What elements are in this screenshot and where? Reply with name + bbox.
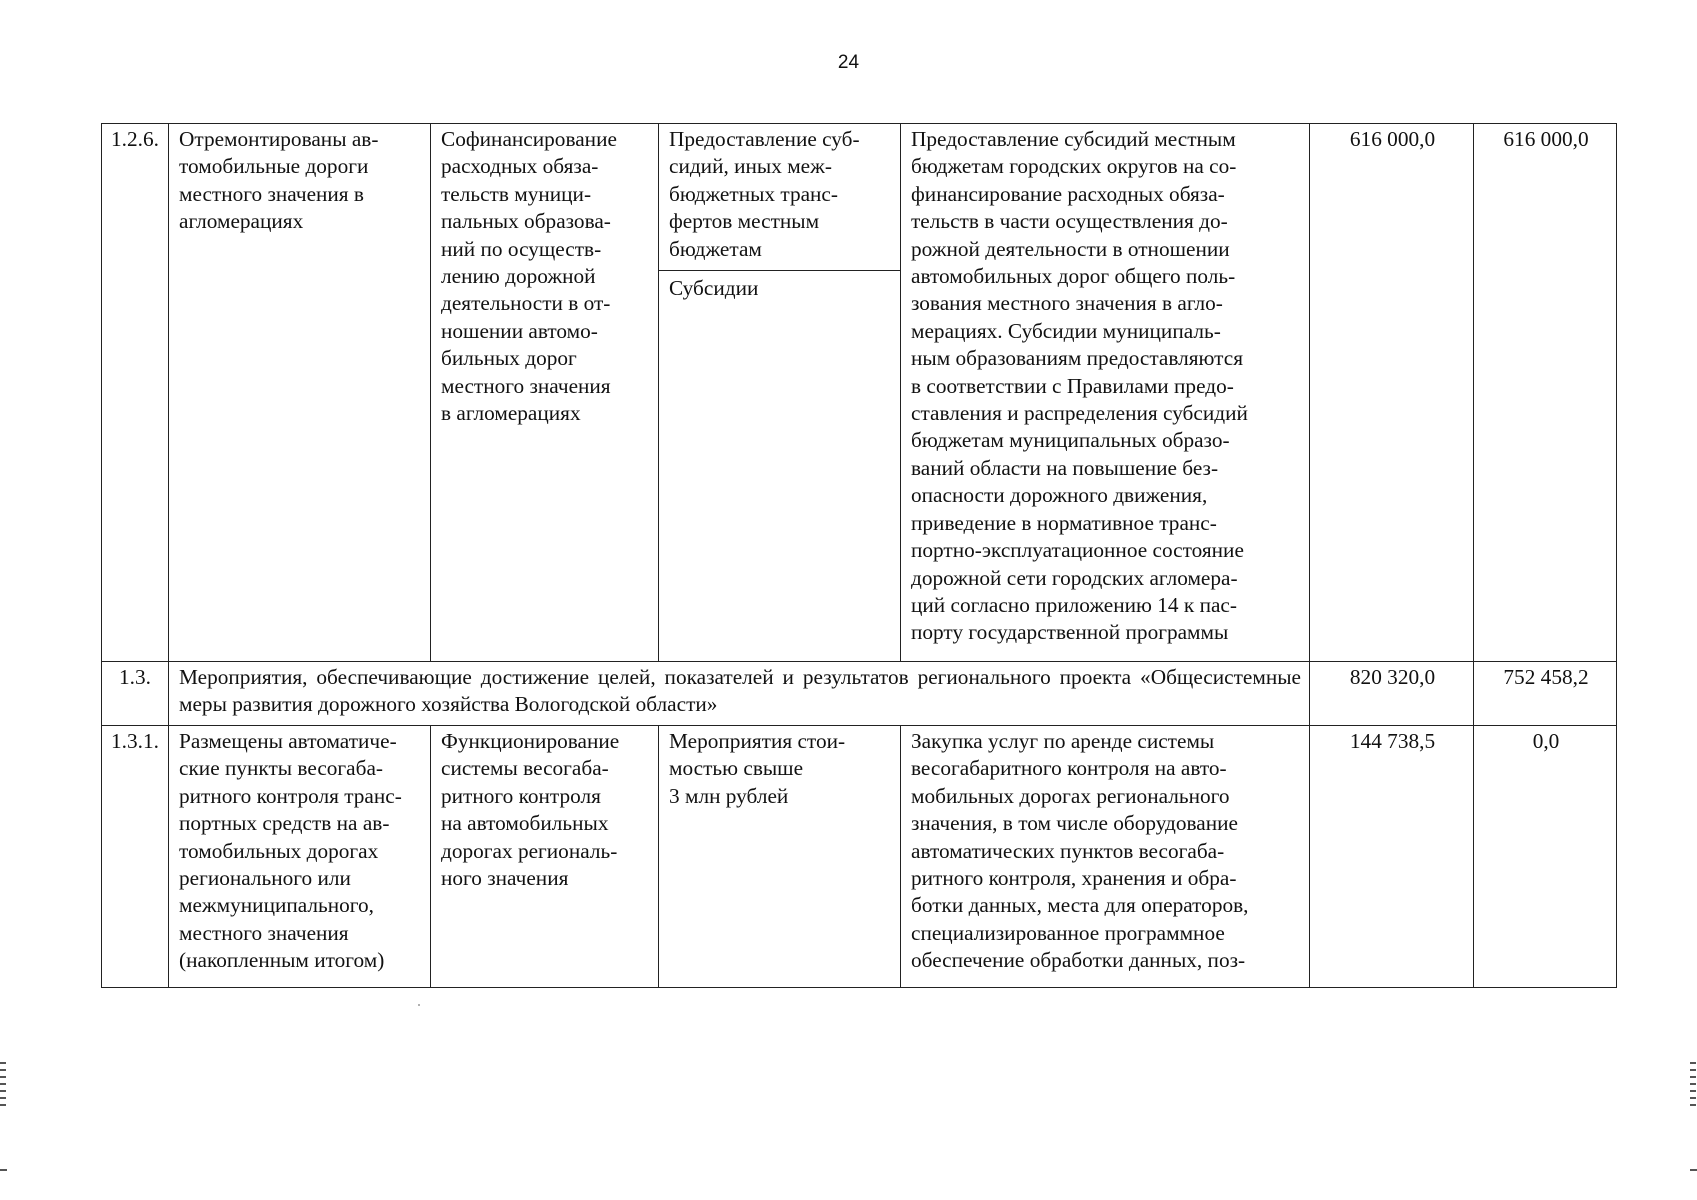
row-number: 1.3.1.	[102, 726, 169, 988]
row-number: 1.3.	[102, 662, 169, 726]
page-number: 24	[837, 52, 860, 73]
scan-dash-right	[1690, 1169, 1697, 1171]
row-number: 1.2.6.	[102, 124, 169, 662]
section-title-cell: Мероприятия, обеспечивающие достижение целей, показателей и результатов регионального проекта «Общесистемные меры развития дорожного хозяйства Вологодской области»	[169, 662, 1310, 726]
type-bottom: Субсидии	[669, 276, 759, 301]
type-cell: Мероприятия стои- мостью свыше 3 млн рублей	[659, 726, 901, 988]
type-top: Предоставление суб- сидий, иных меж- бюджетных транс- фертов местным бюджетам	[659, 124, 900, 271]
budget-table	[101, 123, 1617, 988]
description-cell: Закупка услуг по аренде системы весогабаритного контроля на авто- мобильных дорогах регионального значения, в том числе оборудование автоматических пунктов весогаба- ритного контроля, хранения и обра- ботки данных, места для операторов, специализированное программное обеспечение обработки данных, поз-	[901, 726, 1310, 988]
activity-cell: Софинансирование расходных обяза- тельств муници- пальных образова- ний по осуществ- лению дорожной деятельности в от- ношении автомо- бильных дорог местного значения в агломерациях	[431, 124, 659, 662]
scan-edge-mark-right	[1690, 1062, 1696, 1108]
amount-cell-2: 616 000,0	[1474, 124, 1617, 662]
activity-cell: Функционирование системы весогаба- ритного контроля на автомобильных дорогах региональ- ного значения	[431, 726, 659, 988]
amount-cell-1: 820 320,0	[1310, 662, 1474, 726]
result-cell: Размещены автоматиче- ские пункты весогаба- ритного контроля транс- портных средств на ав- томобильных дорогах регионального или межмуниципального, местного значения (накопленным итогом)	[169, 726, 431, 988]
scan-dash-left	[0, 1169, 7, 1171]
table-row-1-2-6	[102, 124, 1617, 662]
type-cell	[659, 124, 901, 662]
scan-speck	[418, 1004, 420, 1006]
amount-cell-1: 616 000,0	[1310, 124, 1474, 662]
amount-cell-2: 0,0	[1474, 726, 1617, 988]
scan-edge-mark-left	[0, 1062, 6, 1108]
table-row-1-3	[102, 662, 1617, 726]
amount-cell-1: 144 738,5	[1310, 726, 1474, 988]
amount-cell-2: 752 458,2	[1474, 662, 1617, 726]
result-cell: Отремонтированы ав- томобильные дороги местного значения в агломерациях	[169, 124, 431, 662]
description-cell: Предоставление субсидий местным бюджетам городских округов на со- финансирование расходных обяза- тельств в части осуществления до- рожной деятельности в отношении автомобильных дорог общего поль- зования местного значения в агло- мерациях. Субсидии муниципаль- ным образованиям предоставляются в соответствии с Правилами предо- ставления и распределения субсидий бюджетам муниципальных образо- ваний области на повышение без- опасности дорожного движения, приведение в нормативное транс- портно-эксплуатационное состояние дорожной сети городских агломера- ций согласно приложению 14 к пас- порту государственной программы	[901, 124, 1310, 662]
table-row-1-3-1	[102, 726, 1617, 988]
